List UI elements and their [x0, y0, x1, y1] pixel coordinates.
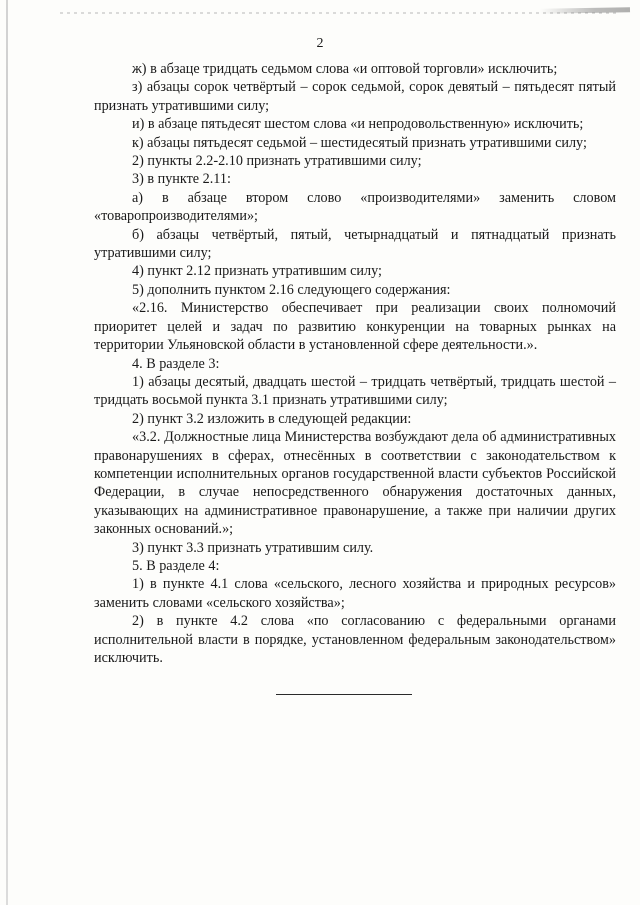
- document-body: [94, 60, 616, 667]
- paragraph: з) абзацы сорок четвёртый – сорок седьмой, сорок девятый – пятьдесят пятый признать утратившими силу;: [94, 79, 616, 114]
- paragraph: к) абзацы пятьдесят седьмой – шестидесятый признать утратившими силу;: [132, 134, 587, 151]
- paragraph: «2.16. Министерство обеспечивает при реализации своих полномочий приоритет целей и задач по развитию конкуренции на товарных рынках на территории Ульяновской области в установленной сфере деятельности.».: [94, 300, 616, 354]
- paragraph: 1) в пункте 4.1 слова «сельского, лесного хозяйства и природных ресурсов» заменить словами «сельского хозяйства»;: [94, 576, 616, 611]
- paragraph: и) в абзаце пятьдесят шестом слова «и непродовольственную» исключить;: [132, 116, 584, 133]
- paragraph: 3) в пункте 2.11:: [132, 171, 231, 188]
- paragraph: б) абзацы четвёртый, пятый, четырнадцатый и пятнадцатый признать утратившими силу;: [94, 226, 616, 262]
- paragraph: 2) в пункте 4.2 слова «по согласованию с федеральными органами исполнительной власти в порядке, установленном федеральным законодательством» исключить.: [94, 613, 616, 666]
- scan-noise-top: [60, 12, 620, 14]
- page-number: 2: [316, 36, 324, 51]
- paragraph: 2) пункты 2.2-2.10 признать утратившими силу;: [132, 153, 422, 170]
- paragraph: 4) пункт 2.12 признать утратившим силу;: [132, 263, 382, 280]
- paragraph: 1) абзацы десятый, двадцать шестой – тридцать четвёртый, тридцать шестой – тридцать восьмой пункта 3.1 признать утратившими силу;: [94, 373, 616, 409]
- paragraph: 4. В разделе 3:: [132, 355, 220, 372]
- paragraph: 5) дополнить пунктом 2.16 следующего содержания:: [132, 281, 451, 298]
- paragraph: 5. В разделе 4:: [132, 557, 220, 574]
- scan-edge: [6, 0, 8, 905]
- paragraph: «3.2. Должностные лица Министерства возбуждают дела об административных правонарушениях в сферах, отнесённых в соответствии с законодательством к компетенции исполнительных органов государственной власти субъектов Российской Федерации, в случае непосредственного обнаружения достаточных данных, указывающих на административное правонарушение, а также при наличии других законных оснований.»;: [94, 429, 616, 538]
- paragraph: а) в абзаце втором слово «производителями» заменить словом «товаропроизводителями»;: [94, 189, 616, 225]
- paragraph: ж) в абзаце тридцать седьмом слова «и оптовой торговли» исключить;: [132, 61, 558, 77]
- closing-separator-line: [276, 694, 412, 695]
- paragraph: 3) пункт 3.3 признать утратившим силу.: [132, 539, 374, 556]
- paragraph: 2) пункт 3.2 изложить в следующей редакции:: [132, 410, 412, 427]
